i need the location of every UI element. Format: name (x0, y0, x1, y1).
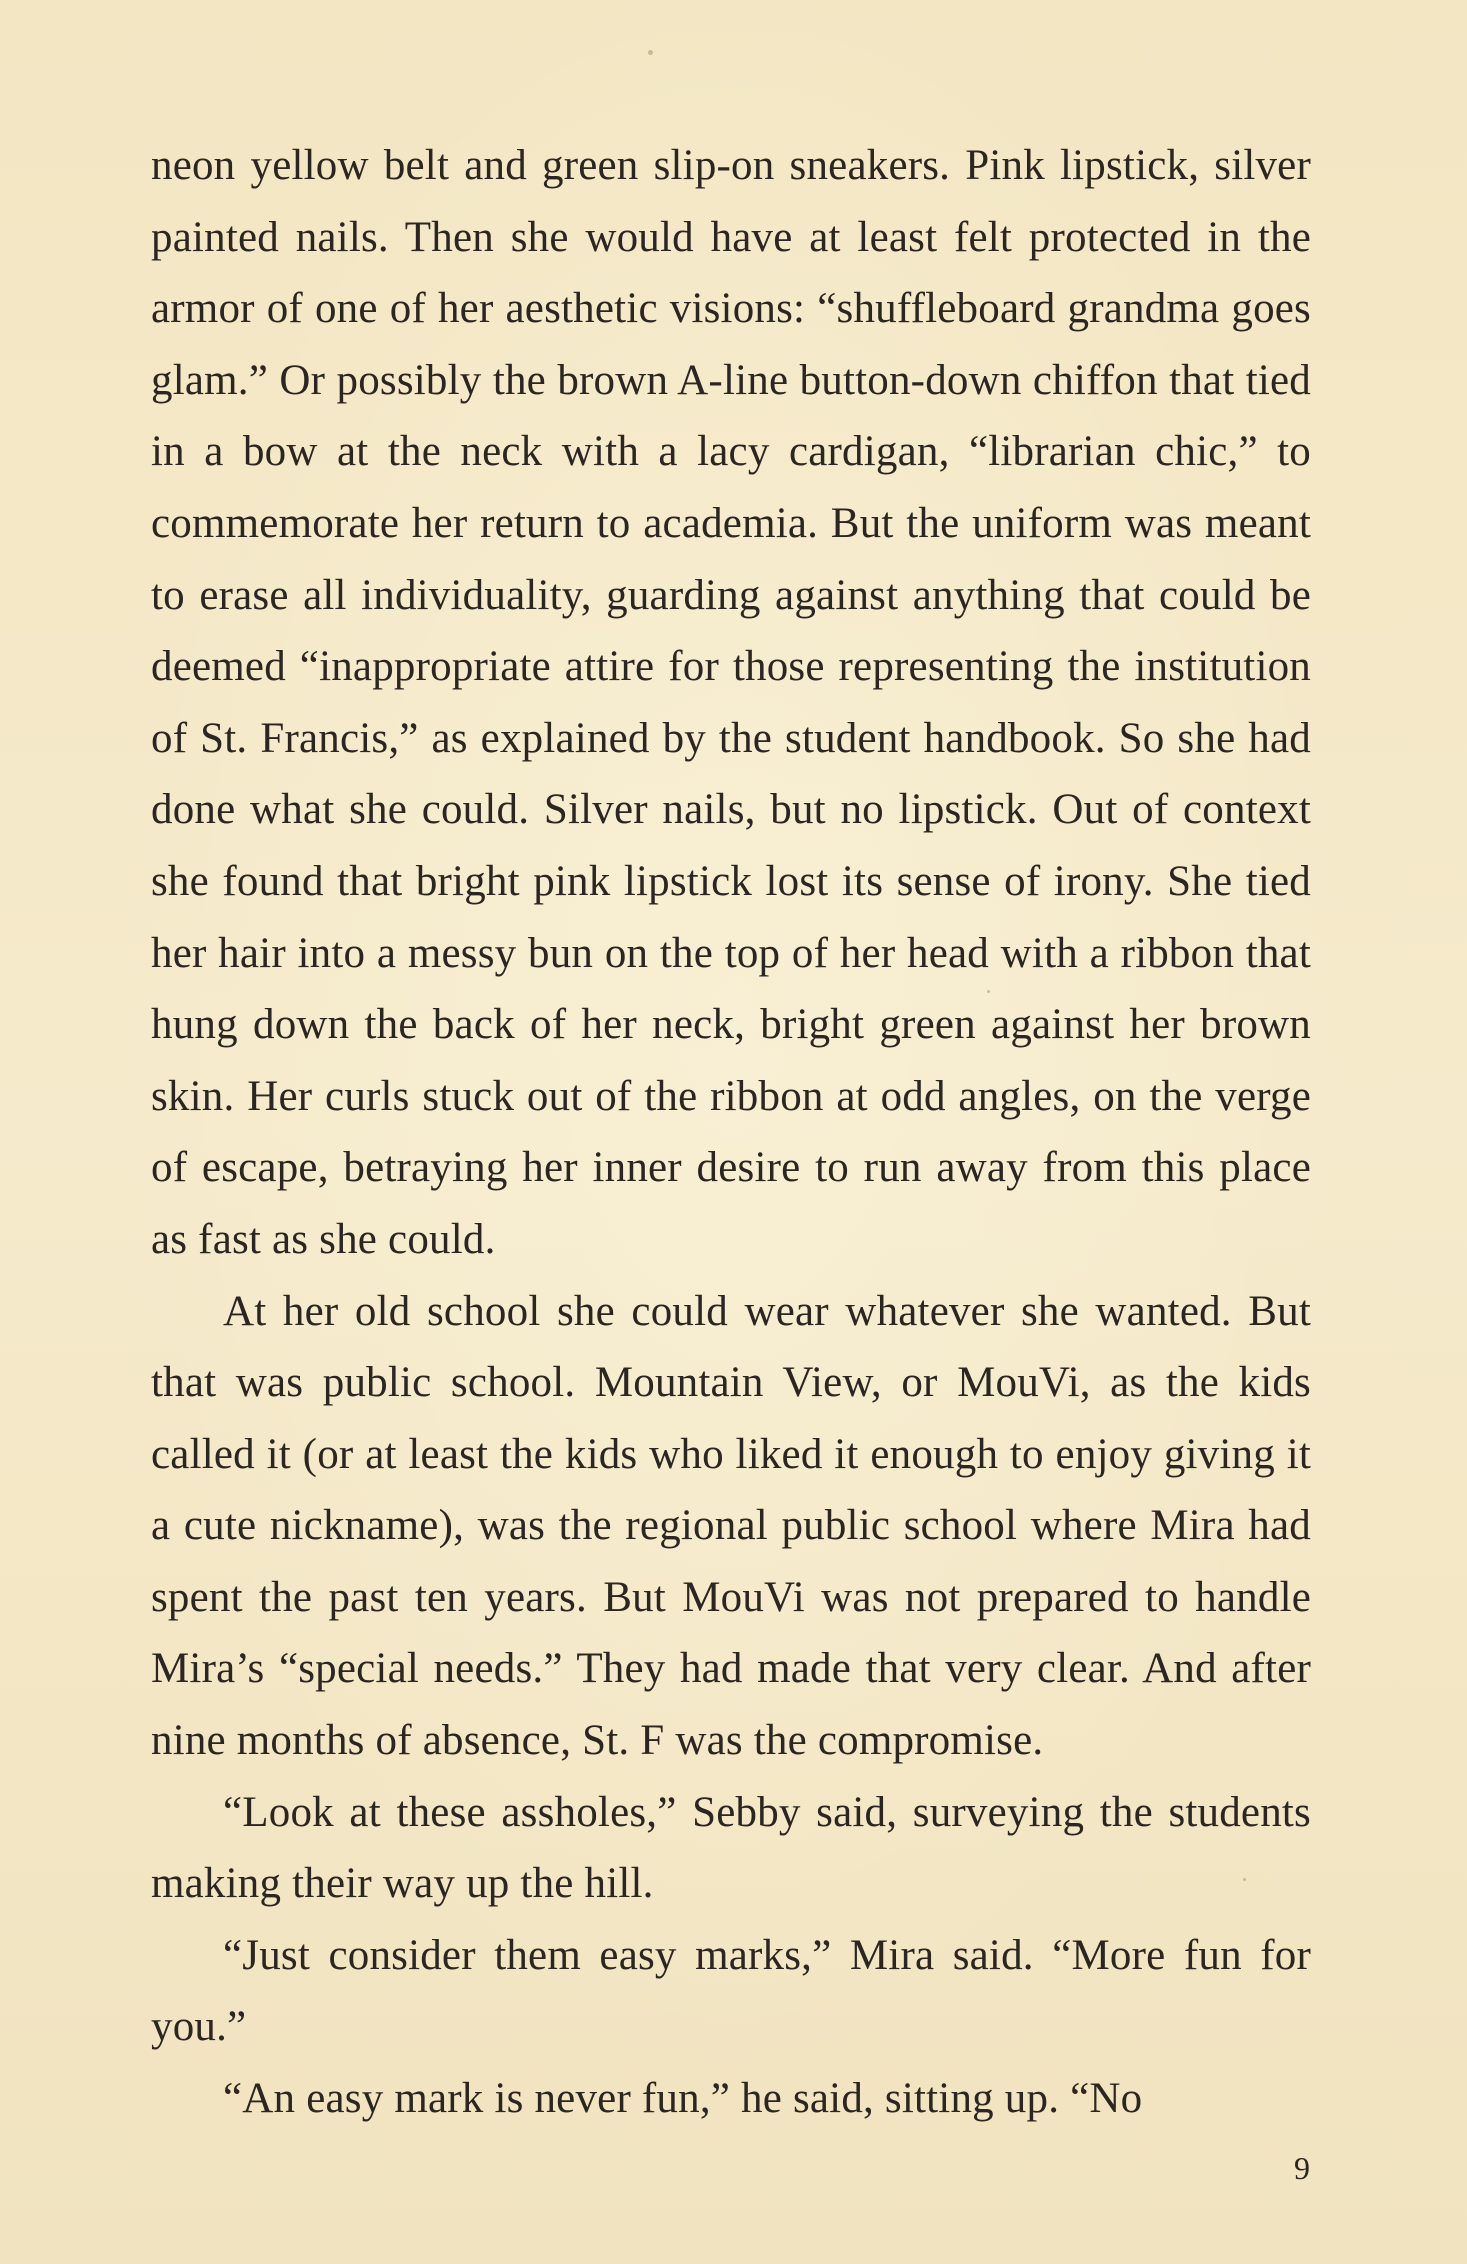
paper-speck (648, 50, 653, 55)
paragraph-1: neon yellow belt and green slip-on sneakers. Pink lipstick, silver painted nails. Then she would have at least felt protected in the armor of one of her aesthetic visions: “shuffleboard grandma goes glam.” Or possibly the brown A-line button-down chiffon that tied in a bow at the neck with a lacy cardigan, “librarian chic,” to commemorate her return to academia. But the uniform was meant to erase all individuality, guarding against anything that could be deemed “inappropriate attire for those representing the institution of St. Francis,” as explained by the student handbook. So she had done what she could. Silver nails, but no lipstick. Out of context she found that bright pink lipstick lost its sense of irony. She tied her hair into a messy bun on the top of her head with a ribbon that hung down the back of her neck, bright green against her brown skin. Her curls stuck out of the ribbon at odd angles, on the verge of escape, betraying her inner desire to run away from this place as fast as she could. (151, 142, 1311, 1263)
page-number: 9 (1294, 2150, 1310, 2186)
paragraph-4: “Just consider them easy marks,” Mira said. “More fun for you.” (151, 1931, 1311, 2051)
body-text (151, 130, 1311, 2135)
paragraph-2: At her old school she could wear whatever she wanted. But that was public school. Mountain View, or MouVi, as the kids called it (or at least the kids who liked it enough to enjoy giving it a cute nickname), was the regional public school where Mira had spent the past ten years. But MouVi was not prepared to handle Mira’s “special needs.” They had made that very clear. And after nine months of absence, St. F was the compromise. (151, 1287, 1311, 1765)
paragraph-3: “Look at these assholes,” Sebby said, surveying the students making their way up the hill. (151, 1788, 1311, 1908)
paragraph-5: “An easy mark is never fun,” he said, sitting up. “No (223, 2075, 1143, 2123)
